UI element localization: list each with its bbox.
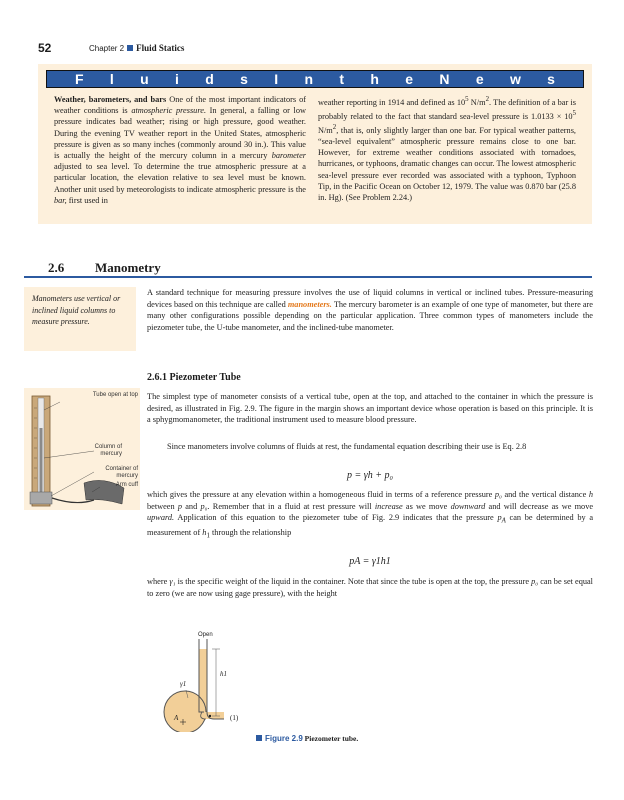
body-text: which gives the pressure at any elevation within a homogeneous fluid in terms of a reference pressure [147,490,493,499]
body-text-italic: increase [374,501,403,511]
news-banner-title [75,71,555,87]
intro-paragraph [147,287,593,333]
body-text: where [147,577,168,586]
body-text: A standard technique for measuring pressure involves the use of liquid columns in vertical or inclined tubes. Pressure-measuring devices based on this technique are called [147,288,593,309]
margin-note: Manometers use vertical or inclined liquid columns to measure pressure. [24,287,136,351]
open-label: Open [198,632,213,638]
h1-label: h1 [220,670,227,678]
square-bullet-icon [127,45,133,51]
equation-hydrostatic: p = γh + p₀ [347,470,393,481]
news-text: N/m [318,125,333,135]
math-symbol: γ₁ [169,577,176,586]
body-text: as we move [405,501,448,511]
body-text: between [147,501,175,511]
body-text: through the relationship [211,528,292,538]
figure-piezometer-tube [150,632,310,732]
math-subscript: A [501,517,506,525]
page-number: 52 [38,41,52,55]
body-text: The mercury barometer is an example of one type of manometer, but there are many other configurations possible depending on the particular application. Three common types of manometers include the piezometer tube, the U-tube manometer, and the inclined-tube manometer. [147,299,593,332]
body-text-italic: upward. [147,513,175,523]
chapter-title: Fluid Statics [136,43,185,53]
news-text: adjusted to sea level. To determine the true atmospheric pressure at a particular location, the elevation relative to sea level must be known. Another unit used by meteorologists to indicate atmospheric pressure is the [54,162,306,194]
explanation-paragraph [147,489,593,543]
body-text: and the vertical distance [504,490,587,499]
equation-piezometer: pA = γ1h1 [349,556,391,567]
news-banner [46,70,584,88]
section-divider [24,276,592,278]
section-number: 2.6 [48,260,65,275]
figure-caption [256,734,358,743]
news-banner-letter: N [439,71,450,87]
key-term: manometers. [287,299,332,309]
news-banner-letter: u [140,71,149,87]
news-text-italic: bar, [54,195,67,205]
news-text-italic: barometer [271,151,307,161]
body-text: . Remember that in a fluid at rest pressure will [207,501,372,511]
point-a-label: A [174,714,179,722]
math-symbol: h [202,528,207,538]
figure-number: Figure 2.9 [265,734,303,743]
chapter-label: Chapter 2 [89,44,125,53]
photo-label-tube: Tube open at top [92,392,138,398]
piezometer-paragraph: The simplest type of manometer consists of a vertical tube, open at the top, and attached to the container in which the pressure is desired, as illustrated in Fig. 2.9. The figure in the margin shows an important device whose operation is based on this principle. It is a sphygmomanometer, the traditional instrument used to measure blood pressure. [147,392,593,425]
news-text: N/m [470,97,486,107]
news-banner-letter: F [75,71,84,87]
news-banner-letter: d [205,71,214,87]
news-text: first used in [68,195,108,205]
section-title: Manometry [95,260,161,275]
news-text: weather reporting in 1914 and defined as 10 [318,97,466,107]
photo-label-column: Column of mercury [94,444,122,457]
news-banner-letter: w [509,71,521,87]
superscript: 5 [465,96,469,103]
superscript: 2 [485,96,490,103]
math-symbol: p [497,513,502,523]
body-text: and [185,501,198,511]
body-text: can be set equal to zero (we are now using gage pressure), with the height [147,577,593,598]
figure-caption-text: Piezometer tube. [304,734,359,743]
news-banner-letter: l [109,71,114,87]
math-subscript: 1 [206,533,210,541]
page-header [38,41,598,55]
chapter-heading [89,43,184,53]
superscript: 5 [572,109,576,117]
superscript: 2 [332,123,337,131]
body-text: is the specific weight of the liquid in the container. Note that since the tube is open at the top, the pressure [177,577,530,586]
news-text: One of the most important indicators of weather conditions is [54,95,307,116]
square-bullet-icon [256,735,262,741]
news-column-left [54,94,306,206]
equation-intro-paragraph: Since manometers involve columns of fluids at rest, the fundamental equation describing their use is Eq. 2.8 [167,442,527,451]
body-text: and will decrease as we move [488,501,594,511]
photo-label-container: Container of mercury [105,466,138,479]
news-banner-letter: t [339,71,345,87]
news-text: . The definition of a bar is probably related to the fact that standard sea-level pressure is 1.0133 × 10 [318,97,576,121]
body-text: can be determined by a measurement of [147,513,594,538]
body-text-italic: downward [450,501,486,511]
gamma1-label: γ1 [180,680,187,688]
news-banner-letter: i [175,71,179,87]
news-banner-letter: e [405,71,414,87]
point-1-label: (1) [230,714,239,722]
news-banner-letter: s [547,71,555,87]
math-symbol: h [588,490,593,499]
news-banner-letter: s [240,71,248,87]
photo-label-cuff: Arm cuff [115,482,138,488]
news-banner-letter: e [475,71,484,87]
news-banner-letter: n [304,71,314,87]
news-lead: Weather, barometers, and bars [54,95,167,104]
news-text: In general, a falling or low pressure indicates bad weather; rising or high pressure, good weather. During the evening TV weather report in the United States, atmospheric pressure is given as so many inches (commonly around 30 in.). This value is actually the height of the mercury column in a mercury [54,106,306,161]
closing-paragraph [147,576,593,599]
tube-right-wall [207,639,224,719]
news-banner-letter: h [370,71,379,87]
math-symbol: p₀ [494,490,502,499]
news-banner-letter: I [274,71,279,87]
news-column-right [318,94,576,203]
news-text-italic: atmospheric pressure. [131,106,207,116]
sphygmomanometer-photo [24,388,140,510]
body-text: Application of this equation to the piezometer tube of Fig. 2.9 indicates that the pressure [177,513,494,523]
math-symbol: p₀ [200,501,208,511]
subsection-title: 2.6.1 Piezometer Tube [147,372,241,383]
news-text: , that is, only slightly larger than one bar. For typical weather patterns, “sea-level equivalent” atmospheric pressure remains close to one bar. However, for extreme weather conditions associated with tornadoes, hurricanes, or typhoons, dramatic changes can occur. The lowest atmospheric sea-level pressure ever recorded was associated with a typhoon, Typhoon Tip, in the Pacific Ocean on October 12, 1979. The value was 0.870 bar (25.8 in. Hg). (See Problem 2.24.) [318,125,576,202]
sphygmomanometer-illustration [24,388,140,510]
point-1-marker [209,715,211,717]
math-symbol: p [177,501,183,511]
fluids-in-the-news-box [38,64,592,224]
math-symbol: p₀ [531,577,539,586]
